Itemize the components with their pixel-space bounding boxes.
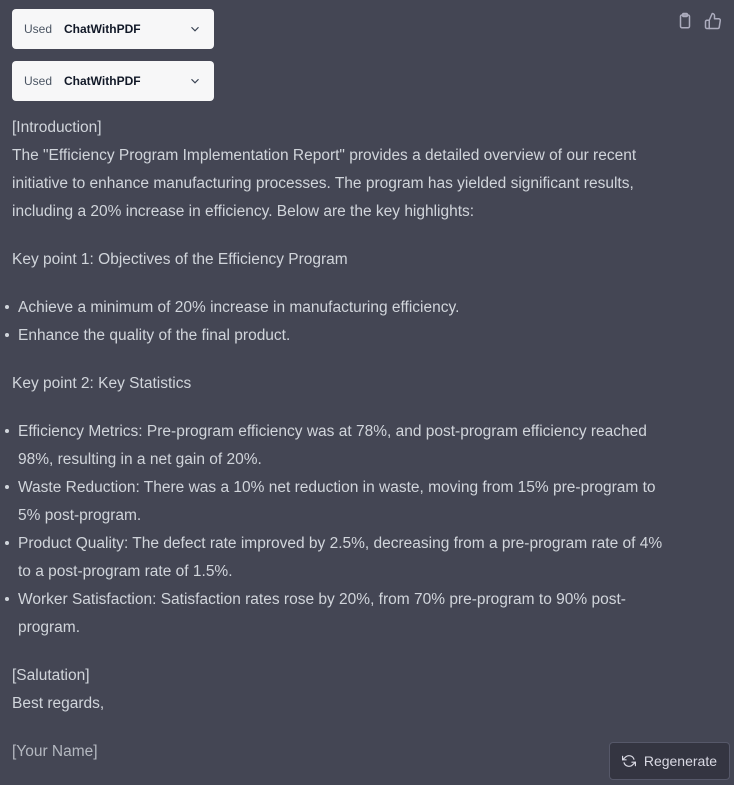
intro-heading: [Introduction]: [12, 119, 102, 136]
intro-text: The "Efficiency Program Implementation Report" provides a detailed overview of our recent initiative to enhance manufacturing processes. The program has yielded significant results, including a 20% increase in efficiency. Below are the key highlights:: [12, 147, 637, 220]
list-item: Enhance the quality of the final product.: [12, 322, 672, 350]
list-item: Worker Satisfaction: Satisfaction rates rose by 20%, from 70% pre-program to 90% post-program.: [12, 586, 672, 642]
regenerate-button[interactable]: [609, 742, 730, 780]
plugin-used-label: Used: [24, 22, 53, 36]
list-item: Achieve a minimum of 20% increase in manufacturing efficiency.: [12, 294, 672, 322]
chevron-down-icon[interactable]: [188, 74, 202, 88]
list-item: Waste Reduction: There was a 10% net reduction in waste, moving from 15% pre-program to 5% post-program.: [12, 474, 672, 530]
message-actions: [676, 12, 722, 30]
plugin-name: ChatWithPDF: [64, 74, 141, 88]
plugin-used-label: Used: [24, 74, 53, 88]
plugin-name: ChatWithPDF: [64, 22, 141, 36]
key-point-2-list: [12, 418, 672, 642]
assistant-message: [12, 114, 672, 766]
chevron-down-icon[interactable]: [188, 22, 202, 36]
refresh-icon: [622, 754, 636, 768]
clipboard-icon[interactable]: [676, 12, 694, 30]
closing-text: Best regards,: [12, 695, 105, 712]
signature: [Your Name]: [12, 743, 98, 760]
key-point-1-heading: Key point 1: Objectives of the Efficiency Program: [12, 251, 348, 268]
list-item: Efficiency Metrics: Pre-program efficiency was at 78%, and post-program efficiency reached 98%, resulting in a net gain of 20%.: [12, 418, 672, 474]
regenerate-label: Regenerate: [643, 753, 717, 769]
salutation-heading: [Salutation]: [12, 667, 90, 684]
key-point-1-list: [12, 294, 672, 350]
list-item: Product Quality: The defect rate improved by 2.5%, decreasing from a pre-program rate of 4% to a post-program rate of 1.5%.: [12, 530, 672, 586]
key-point-2-heading: Key point 2: Key Statistics: [12, 375, 192, 392]
thumbs-up-icon[interactable]: [704, 12, 722, 30]
plugin-badge-1[interactable]: [12, 9, 214, 49]
plugin-badge-2[interactable]: [12, 61, 214, 101]
